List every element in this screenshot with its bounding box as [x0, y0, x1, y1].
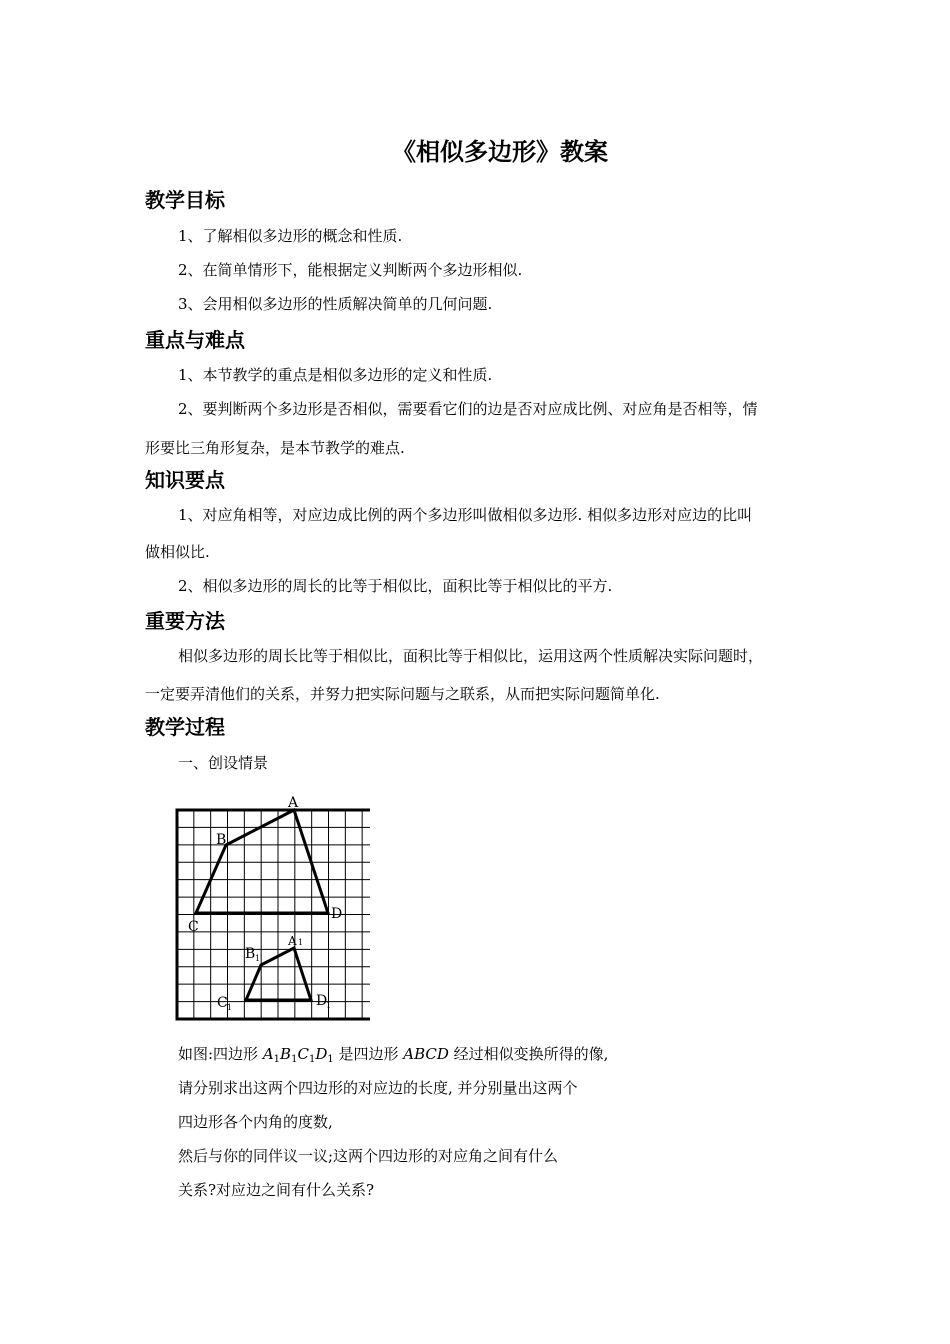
knowledge-item-1-line-2: 做相似比.: [145, 543, 210, 561]
heading-key-points: 重点与难点: [145, 328, 245, 352]
objective-item-2: 2、在简单情形下，能根据定义判断两个多边形相似.: [178, 261, 523, 279]
label-a1: A: [288, 934, 297, 948]
label-d: D: [331, 906, 343, 922]
label-c1-sub: 1: [227, 1003, 233, 1012]
caption-a1: A: [262, 1045, 274, 1063]
caption-sub: 1: [327, 1054, 334, 1065]
caption-line-2: 请分别求出这两个四边形的对应边的长度, 并分别量出这两个: [178, 1079, 578, 1097]
caption-line-1: [178, 1044, 608, 1070]
key-point-item-2-line-1: 2、要判断两个多边形是否相似，需要看它们的边是否对应成比例、对应角是否相等，情: [178, 400, 758, 418]
heading-objectives: 教学目标: [145, 188, 225, 212]
document-title: 《相似多边形》教案: [392, 138, 608, 166]
caption-line-4: 然后与你的同伴议一议;这两个四边形的对应角之间有什么: [178, 1147, 559, 1165]
methods-line-2: 一定要弄清他们的关系，并努力把实际问题与之联系，从而把实际问题简单化.: [145, 685, 660, 703]
caption-d1: D: [315, 1045, 328, 1063]
label-d1: D: [316, 993, 328, 1009]
similar-quadrilaterals-figure: [170, 790, 370, 1030]
label-a: A: [288, 795, 299, 811]
caption-mid: 是四边形: [333, 1045, 404, 1063]
caption-line-5: 关系?对应边之间有什么关系?: [178, 1181, 375, 1199]
objective-item-1: 1、了解相似多边形的概念和性质.: [178, 227, 403, 245]
label-b: B: [216, 832, 227, 848]
label-a1-sub: 1: [298, 938, 304, 947]
label-b1: B: [245, 946, 256, 962]
caption-b1: B: [280, 1045, 292, 1063]
heading-methods: 重要方法: [145, 609, 225, 633]
label-c: C: [188, 919, 199, 935]
label-b1-sub: 1: [255, 954, 261, 963]
heading-process: 教学过程: [145, 715, 225, 739]
heading-knowledge: 知识要点: [145, 468, 225, 492]
caption-prefix: 如图:四边形: [178, 1045, 263, 1063]
methods-line-1: 相似多边形的周长比等于相似比，面积比等于相似比，运用这两个性质解决实际问题时，: [178, 647, 764, 665]
caption-abcd: ABCD: [403, 1045, 449, 1063]
caption-c1: C: [297, 1045, 309, 1063]
objective-item-3: 3、会用相似多边形的性质解决简单的几何问题.: [178, 295, 493, 313]
key-point-item-1: 1、本节教学的重点是相似多边形的定义和性质.: [178, 366, 493, 384]
caption-line-3: 四边形各个内角的度数,: [178, 1113, 333, 1131]
process-step-1: 一、创设情景: [178, 754, 269, 772]
key-point-item-2-line-2: 形要比三角形复杂，是本节教学的难点.: [145, 439, 405, 457]
knowledge-item-1-line-1: 1、对应角相等，对应边成比例的两个多边形叫做相似多边形. 相似多边形对应边的比叫: [178, 506, 753, 524]
caption-sub: 1: [273, 1054, 281, 1065]
label-c1: C: [217, 995, 228, 1011]
label-d1-sub: 1: [326, 1001, 332, 1010]
knowledge-item-2: 2、相似多边形的周长的比等于相似比，面积比等于相似比的平方.: [178, 577, 613, 595]
caption-sub: 1: [308, 1054, 316, 1065]
caption-sub: 1: [291, 1054, 298, 1065]
caption-suffix: 经过相似变换所得的像,: [448, 1045, 609, 1063]
